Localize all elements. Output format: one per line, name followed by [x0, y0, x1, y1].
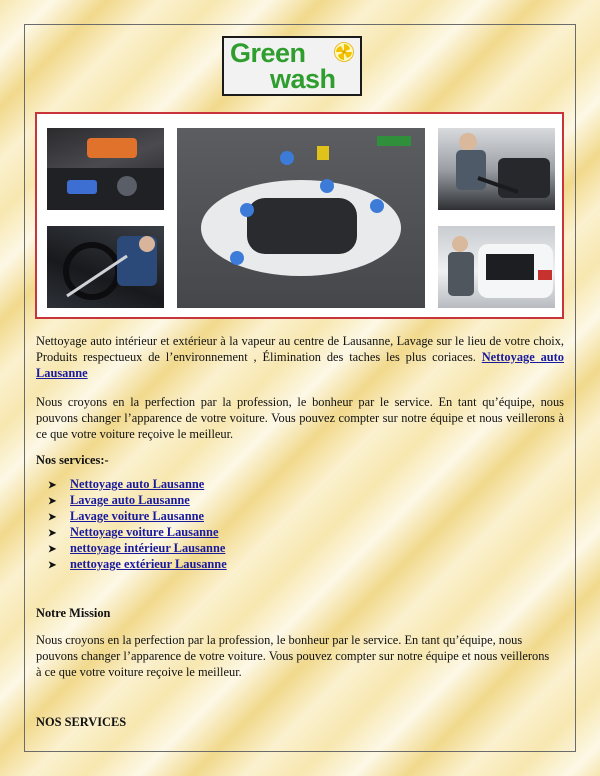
- list-item: [48, 508, 227, 524]
- intro-paragraph: [36, 333, 564, 381]
- service-link[interactable]: nettoyage intérieur Lausanne: [70, 541, 226, 555]
- trunk-cleaning-photo: [438, 226, 555, 308]
- arrowhead-bullet-icon: ➤: [48, 560, 57, 571]
- service-link[interactable]: nettoyage extérieur Lausanne: [70, 557, 227, 571]
- service-link[interactable]: Lavage voiture Lausanne: [70, 509, 205, 523]
- list-item: [48, 476, 227, 492]
- list-item: [48, 556, 227, 572]
- service-link[interactable]: Nettoyage voiture Lausanne: [70, 525, 219, 539]
- seat-vacuum-photo: [438, 128, 555, 210]
- services-list: [48, 476, 227, 572]
- interior-vacuum-photo: [47, 226, 164, 308]
- service-link[interactable]: Nettoyage auto Lausanne: [70, 477, 205, 491]
- mission-heading: Notre Mission: [36, 606, 111, 620]
- arrowhead-bullet-icon: ➤: [48, 496, 57, 507]
- logo-word-green: Green: [230, 38, 306, 68]
- arrowhead-bullet-icon: ➤: [48, 480, 57, 491]
- intro-link-nettoyage-auto[interactable]: Nettoyage auto Lausanne: [36, 350, 564, 380]
- list-item: [48, 492, 227, 508]
- list-item: [48, 524, 227, 540]
- mission-paragraph: Nous croyons en la perfection par la profession, le bonheur par le service. En tant qu’équipe, nous pouvons changer l’apparence de votre voiture. Vous pouvez compter sur notre équipe et nous veillerons à ce que votre voiture reçoive le meilleur.: [36, 633, 550, 679]
- nos-services-heading: NOS SERVICES: [36, 715, 127, 729]
- list-item: [48, 540, 227, 556]
- dashboard-cleaning-photo: [47, 128, 164, 210]
- car-cleaning-photo-collage: [35, 112, 564, 319]
- logo-word-wash: wash: [270, 64, 336, 94]
- arrowhead-bullet-icon: ➤: [48, 544, 57, 555]
- intro-text: Nettoyage auto intérieur et extérieur à la vapeur au centre de Lausanne, Lavage sur le lieu de votre choix, Produits respectueux de l’environnement , Élimination des taches les plus coriaces.: [36, 334, 564, 364]
- services-heading: Nos services:-: [36, 453, 109, 467]
- arrowhead-bullet-icon: ➤: [48, 528, 57, 539]
- greenwash-logo: [222, 36, 362, 96]
- arrowhead-bullet-icon: ➤: [48, 512, 57, 523]
- service-link[interactable]: Lavage auto Lausanne: [70, 493, 190, 507]
- profession-paragraph: Nous croyons en la perfection par la profession, le bonheur par le service. En tant qu’équipe, nous pouvons changer l’apparence de votre voiture. Vous pouvez compter sur notre équipe et nous veillerons à ce que votre voiture reçoive le meilleur.: [36, 395, 564, 441]
- fan-icon: [334, 42, 354, 62]
- team-washing-convertible-photo: [177, 128, 425, 308]
